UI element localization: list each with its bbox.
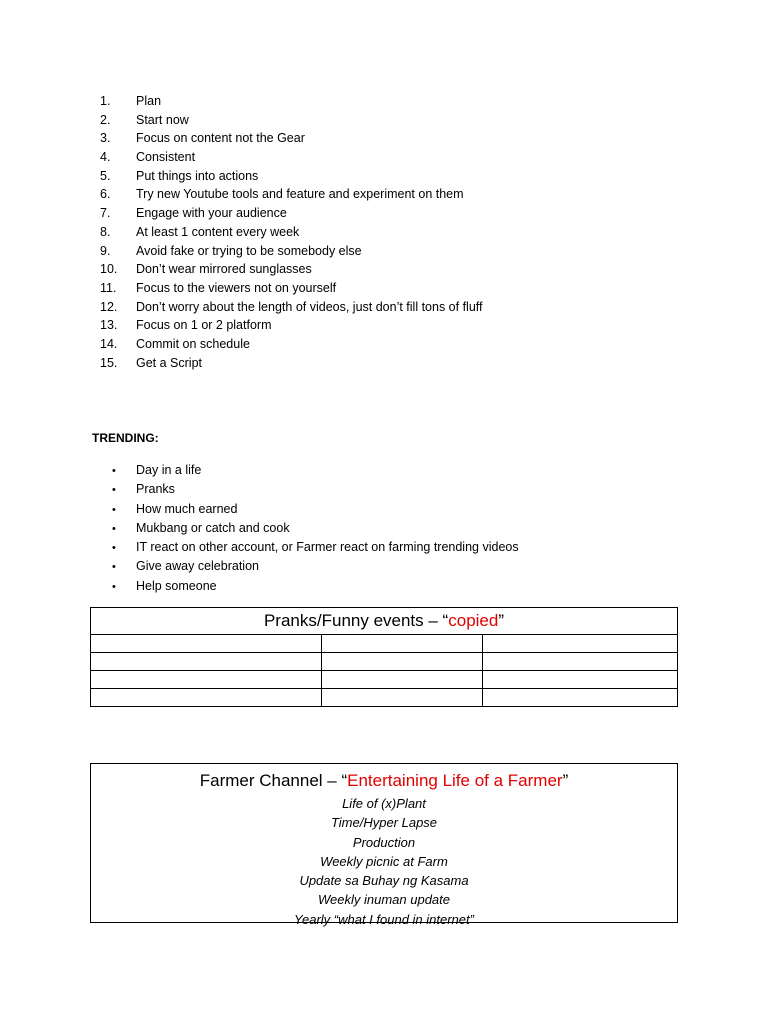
trending-heading: TRENDING:	[92, 431, 159, 445]
list-item: 3. Focus on content not the Gear	[100, 131, 305, 146]
table-row	[91, 689, 678, 707]
list-item: 9. Avoid fake or trying to be somebody else	[100, 243, 362, 258]
list-item: 2. Start now	[100, 112, 189, 127]
list-item: • Mukbang or catch and cook	[112, 519, 519, 538]
list-item: 1. Plan	[100, 94, 162, 108]
table-cell	[91, 689, 322, 707]
bullet-icon: •	[112, 542, 116, 555]
list-item: 15. Get a Script	[100, 355, 202, 370]
table-cell	[483, 671, 678, 689]
table-row	[91, 653, 678, 671]
table-cell	[322, 689, 483, 707]
table-cell	[322, 635, 483, 653]
table-cell	[322, 671, 483, 689]
table-cell	[91, 653, 322, 671]
bullet-icon: •	[112, 484, 116, 497]
bullet-icon: •	[112, 465, 116, 477]
list-item: 11. Focus to the viewers not on yourself	[100, 280, 337, 295]
list-item: • Give away celebration	[112, 557, 519, 576]
pranks-table-title: Pranks/Funny events – “copied”	[91, 608, 678, 635]
list-item: 14. Commit on schedule	[100, 336, 250, 351]
list-item: • How much earned	[112, 500, 519, 519]
bullet-icon: •	[112, 522, 116, 535]
list-item: 4. Consistent	[100, 150, 196, 165]
list-item: Production	[352, 834, 416, 850]
tips-numbered-list	[100, 92, 483, 372]
list-item: Weekly picnic at Farm	[320, 853, 448, 869]
list-item: Time/Hyper Lapse	[330, 815, 438, 831]
bullet-icon: •	[112, 503, 116, 516]
table-cell	[483, 689, 678, 707]
list-item: • Pranks	[112, 480, 519, 499]
list-item: 5. Put things into actions	[100, 168, 259, 183]
bullet-icon: •	[112, 561, 116, 574]
list-item: Life of (x)Plant	[342, 796, 426, 811]
list-item: • Day in a life	[112, 461, 519, 480]
list-item: 13. Focus on 1 or 2 platform	[100, 318, 272, 333]
list-item: Yearly “what I found in internet”	[294, 911, 474, 927]
list-item: Weekly inuman update	[317, 892, 450, 908]
list-item: Update sa Buhay ng Kasama	[299, 873, 469, 889]
trending-bullet-list	[112, 461, 519, 596]
bullet-icon: •	[112, 580, 116, 593]
list-item: 7. Engage with your audience	[100, 206, 287, 221]
list-item: • IT react on other account, or Farmer react on farming trending videos	[112, 538, 519, 557]
list-item: • Help someone	[112, 577, 519, 596]
farmer-channel-box	[90, 763, 678, 927]
list-item: 12. Don’t worry about the length of videos, just don’t fill tons of fluff	[100, 299, 483, 314]
table-header-row	[91, 608, 678, 635]
pranks-table	[90, 607, 678, 707]
table-row	[91, 635, 678, 653]
table-cell	[483, 653, 678, 671]
list-item: 6. Try new Youtube tools and feature and experiment on them	[100, 187, 464, 202]
list-item: 8. At least 1 content every week	[100, 224, 300, 239]
list-item: 10. Don’t wear mirrored sunglasses	[100, 262, 312, 277]
farmer-channel-title: Farmer Channel – “Entertaining Life of a Farmer”	[199, 771, 569, 790]
table-cell	[91, 671, 322, 689]
table-cell	[483, 635, 678, 653]
table-row	[91, 671, 678, 689]
table-cell	[91, 635, 322, 653]
table-cell	[322, 653, 483, 671]
